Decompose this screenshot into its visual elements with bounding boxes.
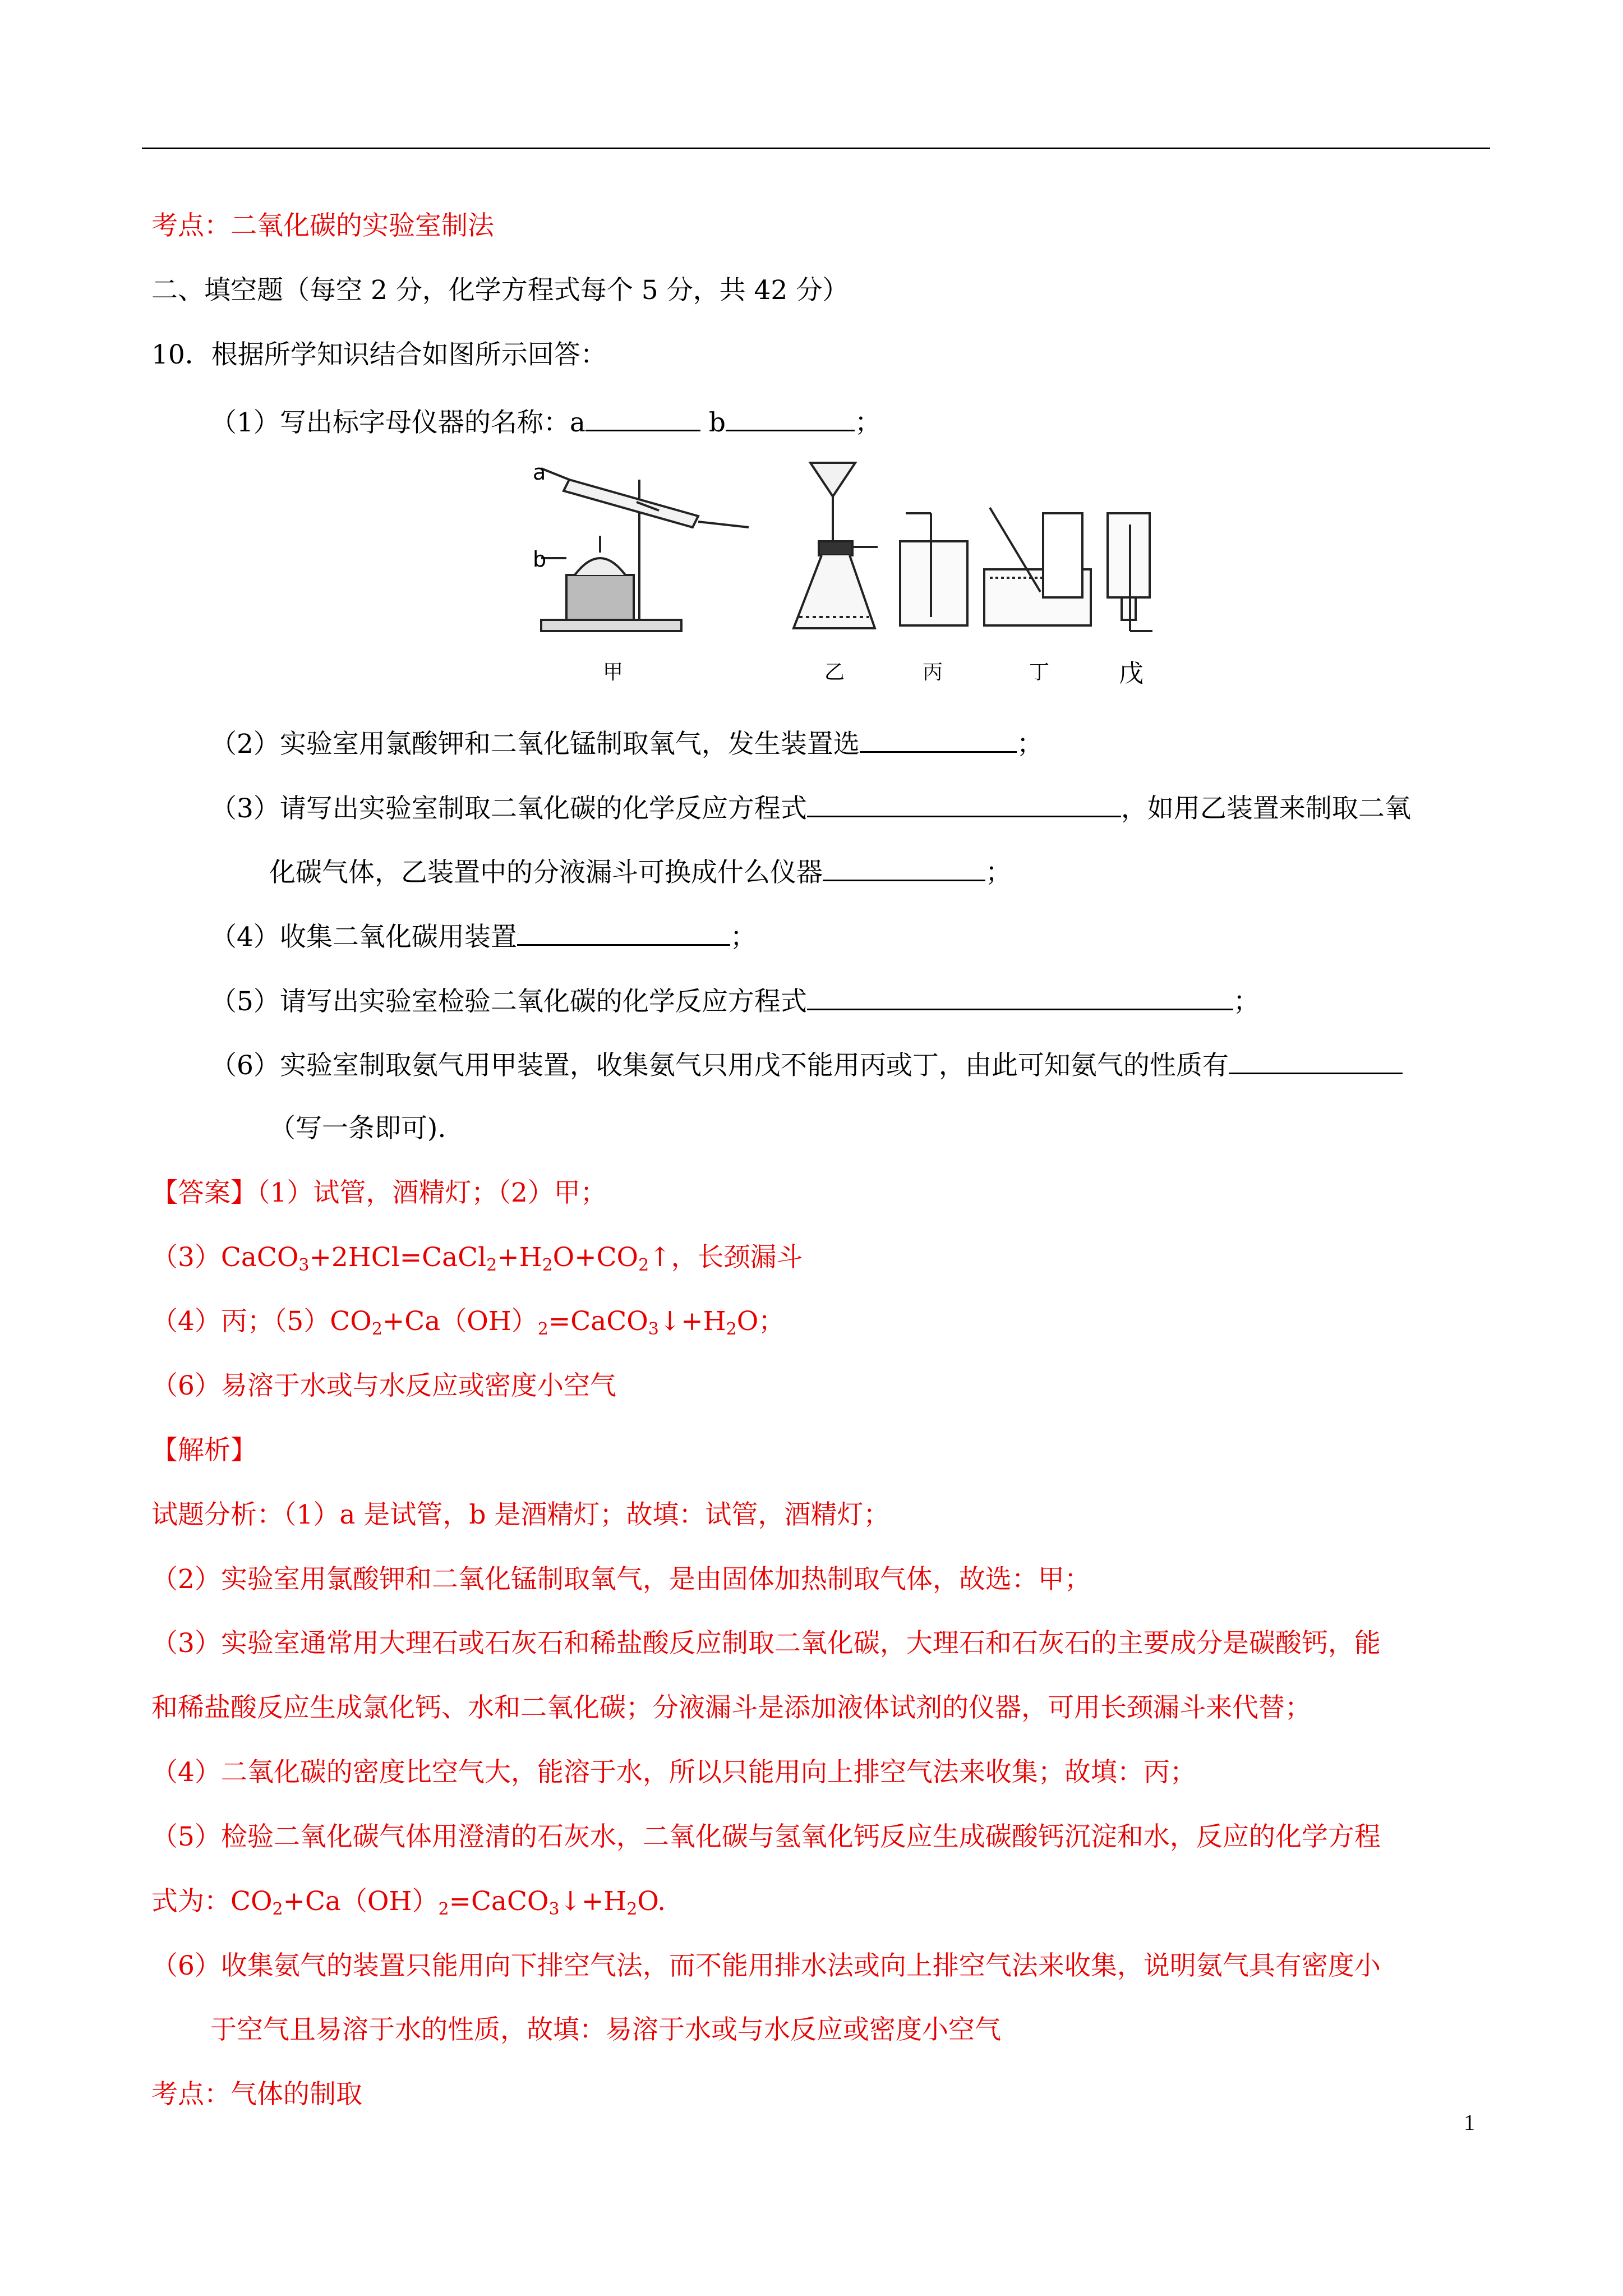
question-6-line2: （写一条即可). <box>269 1113 446 1144</box>
caption-ding: 丁 <box>1029 661 1050 684</box>
blank-q5[interactable] <box>807 983 1233 1010</box>
analysis-p3-line2: 和稀盐酸反应生成氯化钙、水和二氧化碳；分液漏斗是添加液体试剂的仪器，可用长颈漏斗来代替； <box>151 1692 1311 1723</box>
caption-bing: 丙 <box>923 661 943 684</box>
caption-yi: 乙 <box>824 661 845 684</box>
apparatus-yi <box>794 463 878 628</box>
apparatus-figure <box>513 457 1158 693</box>
answer-line4: （6）易溶于水或与水反应或密度小空气 <box>151 1370 616 1401</box>
kaodian-1: 考点：二氧化碳的实验室制法 <box>151 210 494 241</box>
analysis-p2: （2）实验室用氯酸钾和二氧化锰制取氧气，是由固体加热制取气体，故选：甲； <box>151 1564 1091 1595</box>
analysis-p1: 试题分析：（1）a 是试管，b 是酒精灯；故填：试管，酒精灯； <box>151 1499 890 1530</box>
question-stem: 10．根据所学知识结合如图所示回答： <box>151 339 607 370</box>
apparatus-ding <box>984 508 1091 625</box>
analysis-p6-line1: （6）收集氨气的装置只能用向下排空气法，而不能用排水法或向上排空气法来收集，说明氨气具有密度小 <box>151 1950 1381 1981</box>
analysis-label: 【解析】 <box>151 1435 257 1466</box>
blank-a[interactable] <box>585 404 700 431</box>
analysis-p4: （4）二氧化碳的密度比空气大，能溶于水，所以只能用向上排空气法来收集；故填：丙； <box>151 1757 1196 1788</box>
blank-q4[interactable] <box>517 918 730 946</box>
blank-b[interactable] <box>726 404 855 431</box>
question-3-line1: （3）请写出实验室制取二氧化碳的化学反应方程式 ，如用乙装置来制取二氧 <box>210 790 1411 826</box>
header-rule <box>142 148 1490 149</box>
apparatus-jia <box>541 468 749 631</box>
answer-line1: 【答案】（1）试管，酒精灯；（2）甲； <box>151 1177 607 1208</box>
page-number: 1 <box>1464 2110 1475 2135</box>
question-2: （2）实验室用氯酸钾和二氧化锰制取氧气，发生装置选 ； <box>210 725 1043 761</box>
blank-q3-instrument[interactable] <box>823 854 985 881</box>
kaodian-2: 考点：气体的制取 <box>151 2079 362 2110</box>
question-3-line2: 化碳气体，乙装置中的分液漏斗可换成什么仪器 ； <box>269 854 1012 890</box>
answer-label: 【答案】 <box>151 1177 257 1208</box>
question-1: （1）写出标字母仪器的名称：a b ； <box>210 404 881 440</box>
blank-q3-equation[interactable] <box>807 790 1121 817</box>
label-b: b <box>533 547 547 572</box>
section-heading: 二、填空题（每空 2 分，化学方程式每个 5 分，共 42 分） <box>151 275 849 306</box>
analysis-p5-line2: 式为：$CO_2+Ca(OH)_2=CaCO_3↓+H_2O$. <box>151 1886 666 1919</box>
answer-line2: $(3)CaCO_3+2HCl=CaCl_2+H_2O+CO_2↑$，长颈漏斗 <box>151 1242 803 1275</box>
analysis-p6-line2: 于空气且易溶于水的性质，故填：易溶于水或与水反应或密度小空气 <box>210 2014 1001 2045</box>
apparatus-wu <box>1108 513 1152 631</box>
caption-wu: 戊 <box>1119 659 1144 688</box>
blank-q6[interactable] <box>1229 1047 1403 1074</box>
answer-line3: （4）丙；$(5)CO_2+Ca(OH)_2=CaCO_3↓+H_2O$； <box>151 1306 785 1339</box>
question-6-line1: （6）实验室制取氨气用甲装置，收集氨气只用戊不能用丙或丁，由此可知氨气的性质有 <box>210 1047 1403 1083</box>
label-a: a <box>533 460 546 485</box>
question-4: （4）收集二氧化碳用装置 ； <box>210 918 757 954</box>
apparatus-bing <box>900 513 967 625</box>
question-5: （5）请写出实验室检验二氧化碳的化学反应方程式 ； <box>210 983 1260 1019</box>
analysis-p3-line1: （3）实验室通常用大理石或石灰石和稀盐酸反应制取二氧化碳，大理石和石灰石的主要成分是碳酸钙，能 <box>151 1628 1381 1659</box>
caption-jia: 甲 <box>603 661 624 684</box>
blank-q2[interactable] <box>860 725 1017 753</box>
analysis-p5-line1: （5）检验二氧化碳气体用澄清的石灰水，二氧化碳与氢氧化钙反应生成碳酸钙沉淀和水，反应的化学方程 <box>151 1821 1381 1852</box>
